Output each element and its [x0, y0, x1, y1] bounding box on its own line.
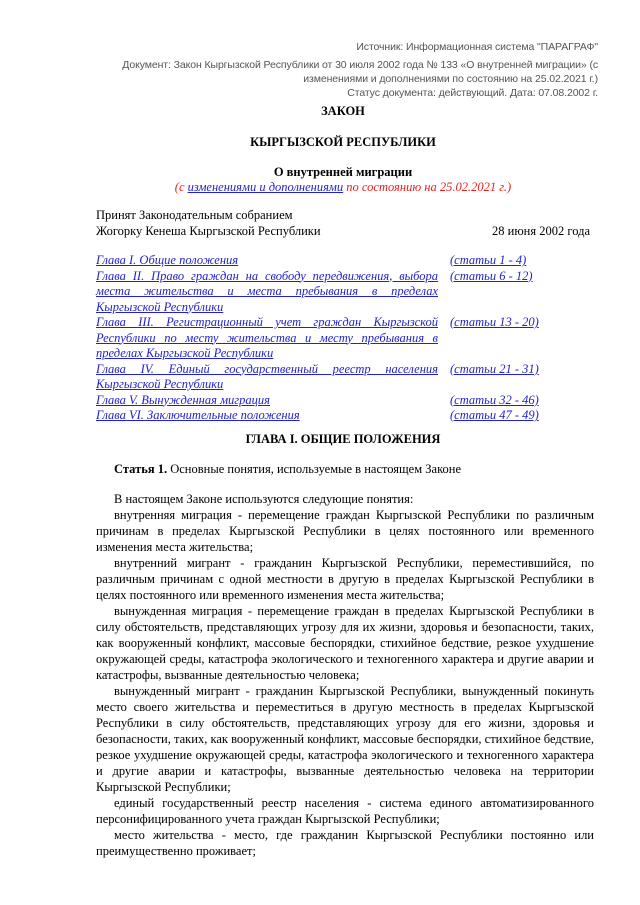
toc-row — [96, 253, 596, 269]
adoption-block — [96, 207, 590, 239]
amendment-prefix: (с — [174, 180, 188, 194]
toc-row — [96, 315, 596, 362]
toc-articles-6-link[interactable]: (статьи 47 - 49) — [450, 408, 539, 422]
document-info-line1: Документ: Закон Кыргызской Республики от 30 июля 2002 года № 133 «О внутренней миграции» (с — [122, 59, 598, 71]
toc-chapter-4-link[interactable]: Глава IV. Единый государственный реестр населения Кыргызской Республики — [96, 361, 438, 391]
toc-row — [96, 362, 596, 393]
toc-articles-3-link[interactable]: (статьи 13 - 20) — [450, 315, 539, 329]
toc-chapter-2-link[interactable]: Глава II. Право граждан на свободу передвижения, выбора места жительства и места пребывания в пределах Кыргызской Республики — [96, 268, 438, 314]
table-of-contents — [96, 253, 596, 424]
article-intro: В настоящем Законе используются следующие понятия: — [114, 492, 414, 506]
adoption-line2: Жогорку Кенеша Кыргызской Республики — [96, 224, 321, 238]
amendment-note — [95, 180, 591, 195]
amendments-link[interactable]: изменениями и дополнениями — [187, 180, 344, 194]
toc-chapter-5-link[interactable]: Глава V. Вынужденная миграция — [96, 392, 270, 407]
toc-row — [96, 269, 596, 316]
toc-chapter-3-link[interactable]: Глава III. Регистрационный учет граждан Кыргызской Республики по месту жительства и месту пребывания в пределах Кыргызской Республики — [96, 315, 438, 360]
definition-forced-migration: вынужденная миграция - перемещение граждан в пределах Кыргызской Республики в силу обстоятельств, представляющих угрозу для их жизни, здоровья и безопасности, таких, как вооруженный конфликт, массовые беспорядки, стихийное бедствие, резкое ухудшение окружающей среды, катастрофа экологического и техногенного характера и другие аварии и катастрофы, вызванные деятельностью человека; — [96, 604, 594, 682]
law-subject: О внутренней миграции — [273, 165, 413, 179]
toc-chapter-6-link[interactable]: Глава VI. Заключительные положения — [96, 408, 300, 422]
article-heading — [114, 461, 461, 477]
definition-internal-migrant: внутренний мигрант - гражданин Кыргызской Республики, переместившийся, по различным причинам с одной местности в другую в пределах Кыргызской Республики в целях постоянного или временного изменения места жительства; — [96, 556, 594, 602]
toc-row — [96, 393, 596, 409]
toc-articles-2-link[interactable]: (статьи 6 - 12) — [450, 268, 533, 283]
toc-chapter-1-link[interactable]: Глава I. Общие положения — [96, 253, 239, 267]
toc-row — [96, 408, 596, 424]
toc-articles-4-link[interactable]: (статьи 21 - 31) — [450, 361, 539, 376]
definition-population-register: единый государственный реестр населения - система единого автоматизированного персонифицированного учета граждан Кыргызской Республики; — [96, 796, 594, 826]
law-country: КЫРГЫЗСКОЙ РЕСПУБЛИКИ — [250, 135, 436, 149]
toc-articles-5-link[interactable]: (статьи 32 - 46) — [450, 392, 539, 407]
document-status: Статус документа: действующий. Дата: 07.08.2002 г. — [347, 87, 598, 99]
toc-articles-1-link[interactable]: (статьи 1 - 4) — [450, 253, 527, 267]
document-info — [78, 58, 598, 86]
chapter-heading: ГЛАВА I. ОБЩИЕ ПОЛОЖЕНИЯ — [245, 432, 441, 446]
definition-forced-migrant: вынужденный мигрант - гражданин Кыргызской Республики, вынужденный покинуть место своего жительства и переместиться в другую местность в пределах Кыргызской Республики в силу обстоятельств, представляющих угрозу для его жизни, здоровья и безопасности, таких, как вооруженный конфликт, массовые беспорядки, стихийное бедствие, резкое ухудшение окружающей среды, катастрофа экологического и техногенного характера и другие аварии и катастрофы, вызванные деятельностью человека на территории Кыргызской Республики; — [96, 684, 594, 794]
adoption-date: 28 июня 2002 года — [492, 224, 590, 238]
adoption-line1: Принят Законодательным собранием — [96, 208, 293, 222]
definition-place-of-residence: место жительства - место, где гражданин Кыргызской Республики постоянно или преимущественно проживает; — [96, 828, 594, 858]
law-title: ЗАКОН — [321, 104, 365, 118]
definition-internal-migration: внутренняя миграция - перемещение граждан Кыргызской Республики по различным причинам в пределах Кыргызской Республики в целях постоянного или временного изменения места жительства; — [96, 508, 594, 554]
article-title: Основные понятия, используемые в настоящем Законе — [167, 462, 461, 476]
source-line: Источник: Информационная система "ПАРАГРАФ" — [356, 41, 598, 53]
amendment-suffix: по состоянию на 25.02.2021 г.) — [343, 180, 512, 194]
article-body — [96, 491, 594, 859]
article-label: Статья 1. — [114, 462, 168, 476]
document-info-line2: изменениями и дополнениями по состоянию на 25.02.2021 г.) — [303, 73, 598, 85]
